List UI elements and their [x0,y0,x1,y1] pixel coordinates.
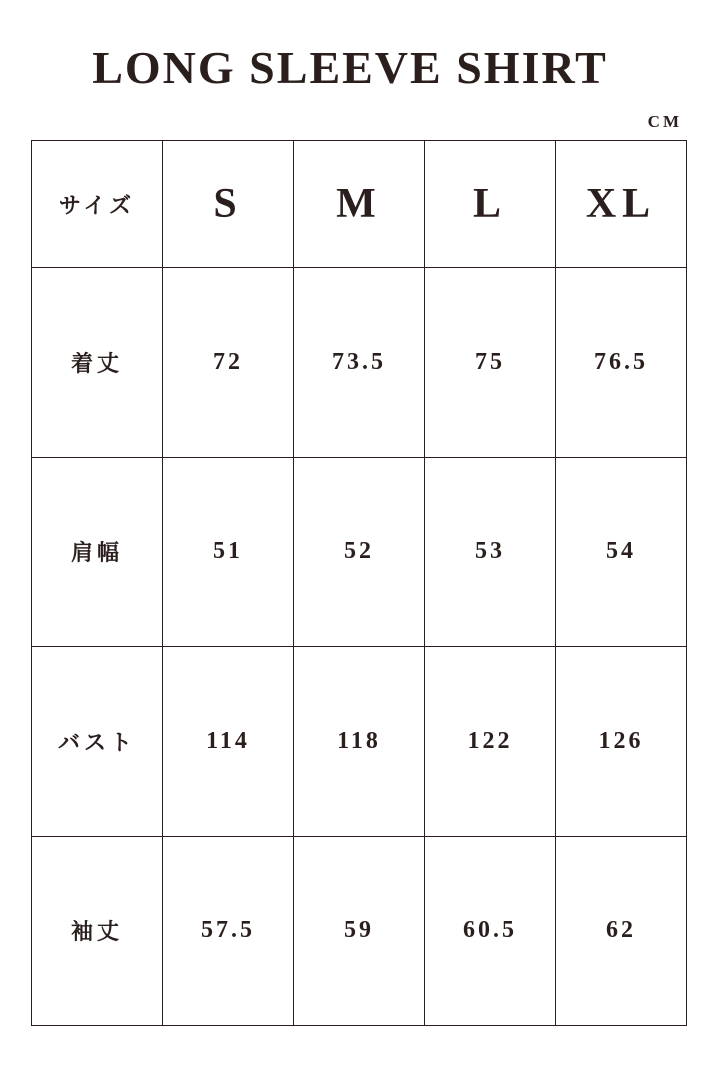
table-row [32,836,687,1026]
row-label: 着丈 [32,268,163,458]
row-label: 袖丈 [32,836,163,1026]
table-row [32,457,687,647]
table-cell: 51 [163,457,294,647]
table-row [32,647,687,837]
table-cell: 72 [163,268,294,458]
size-header-l: L [425,141,556,268]
row-label: バスト [32,647,163,837]
table-cell: 60.5 [425,836,556,1026]
table-cell: 114 [163,647,294,837]
table-cell: 75 [425,268,556,458]
row-label: 肩幅 [32,457,163,647]
table-cell: 118 [294,647,425,837]
corner-label: サイズ [32,141,163,268]
table-cell: 53 [425,457,556,647]
unit-label: CM [647,112,682,131]
size-header-s: S [163,141,294,268]
page-title: LONG SLEEVE SHIRT [92,42,608,93]
table-cell: 59 [294,836,425,1026]
table-row [32,268,687,458]
table-cell: 122 [425,647,556,837]
table-cell: 52 [294,457,425,647]
table-cell: 62 [556,836,687,1026]
table-cell: 76.5 [556,268,687,458]
size-header-xl: XL [556,141,687,268]
header-row [32,141,687,268]
size-header-m: M [294,141,425,268]
table-cell: 54 [556,457,687,647]
size-chart-table [31,140,687,1026]
table-cell: 57.5 [163,836,294,1026]
table-cell: 126 [556,647,687,837]
table-cell: 73.5 [294,268,425,458]
